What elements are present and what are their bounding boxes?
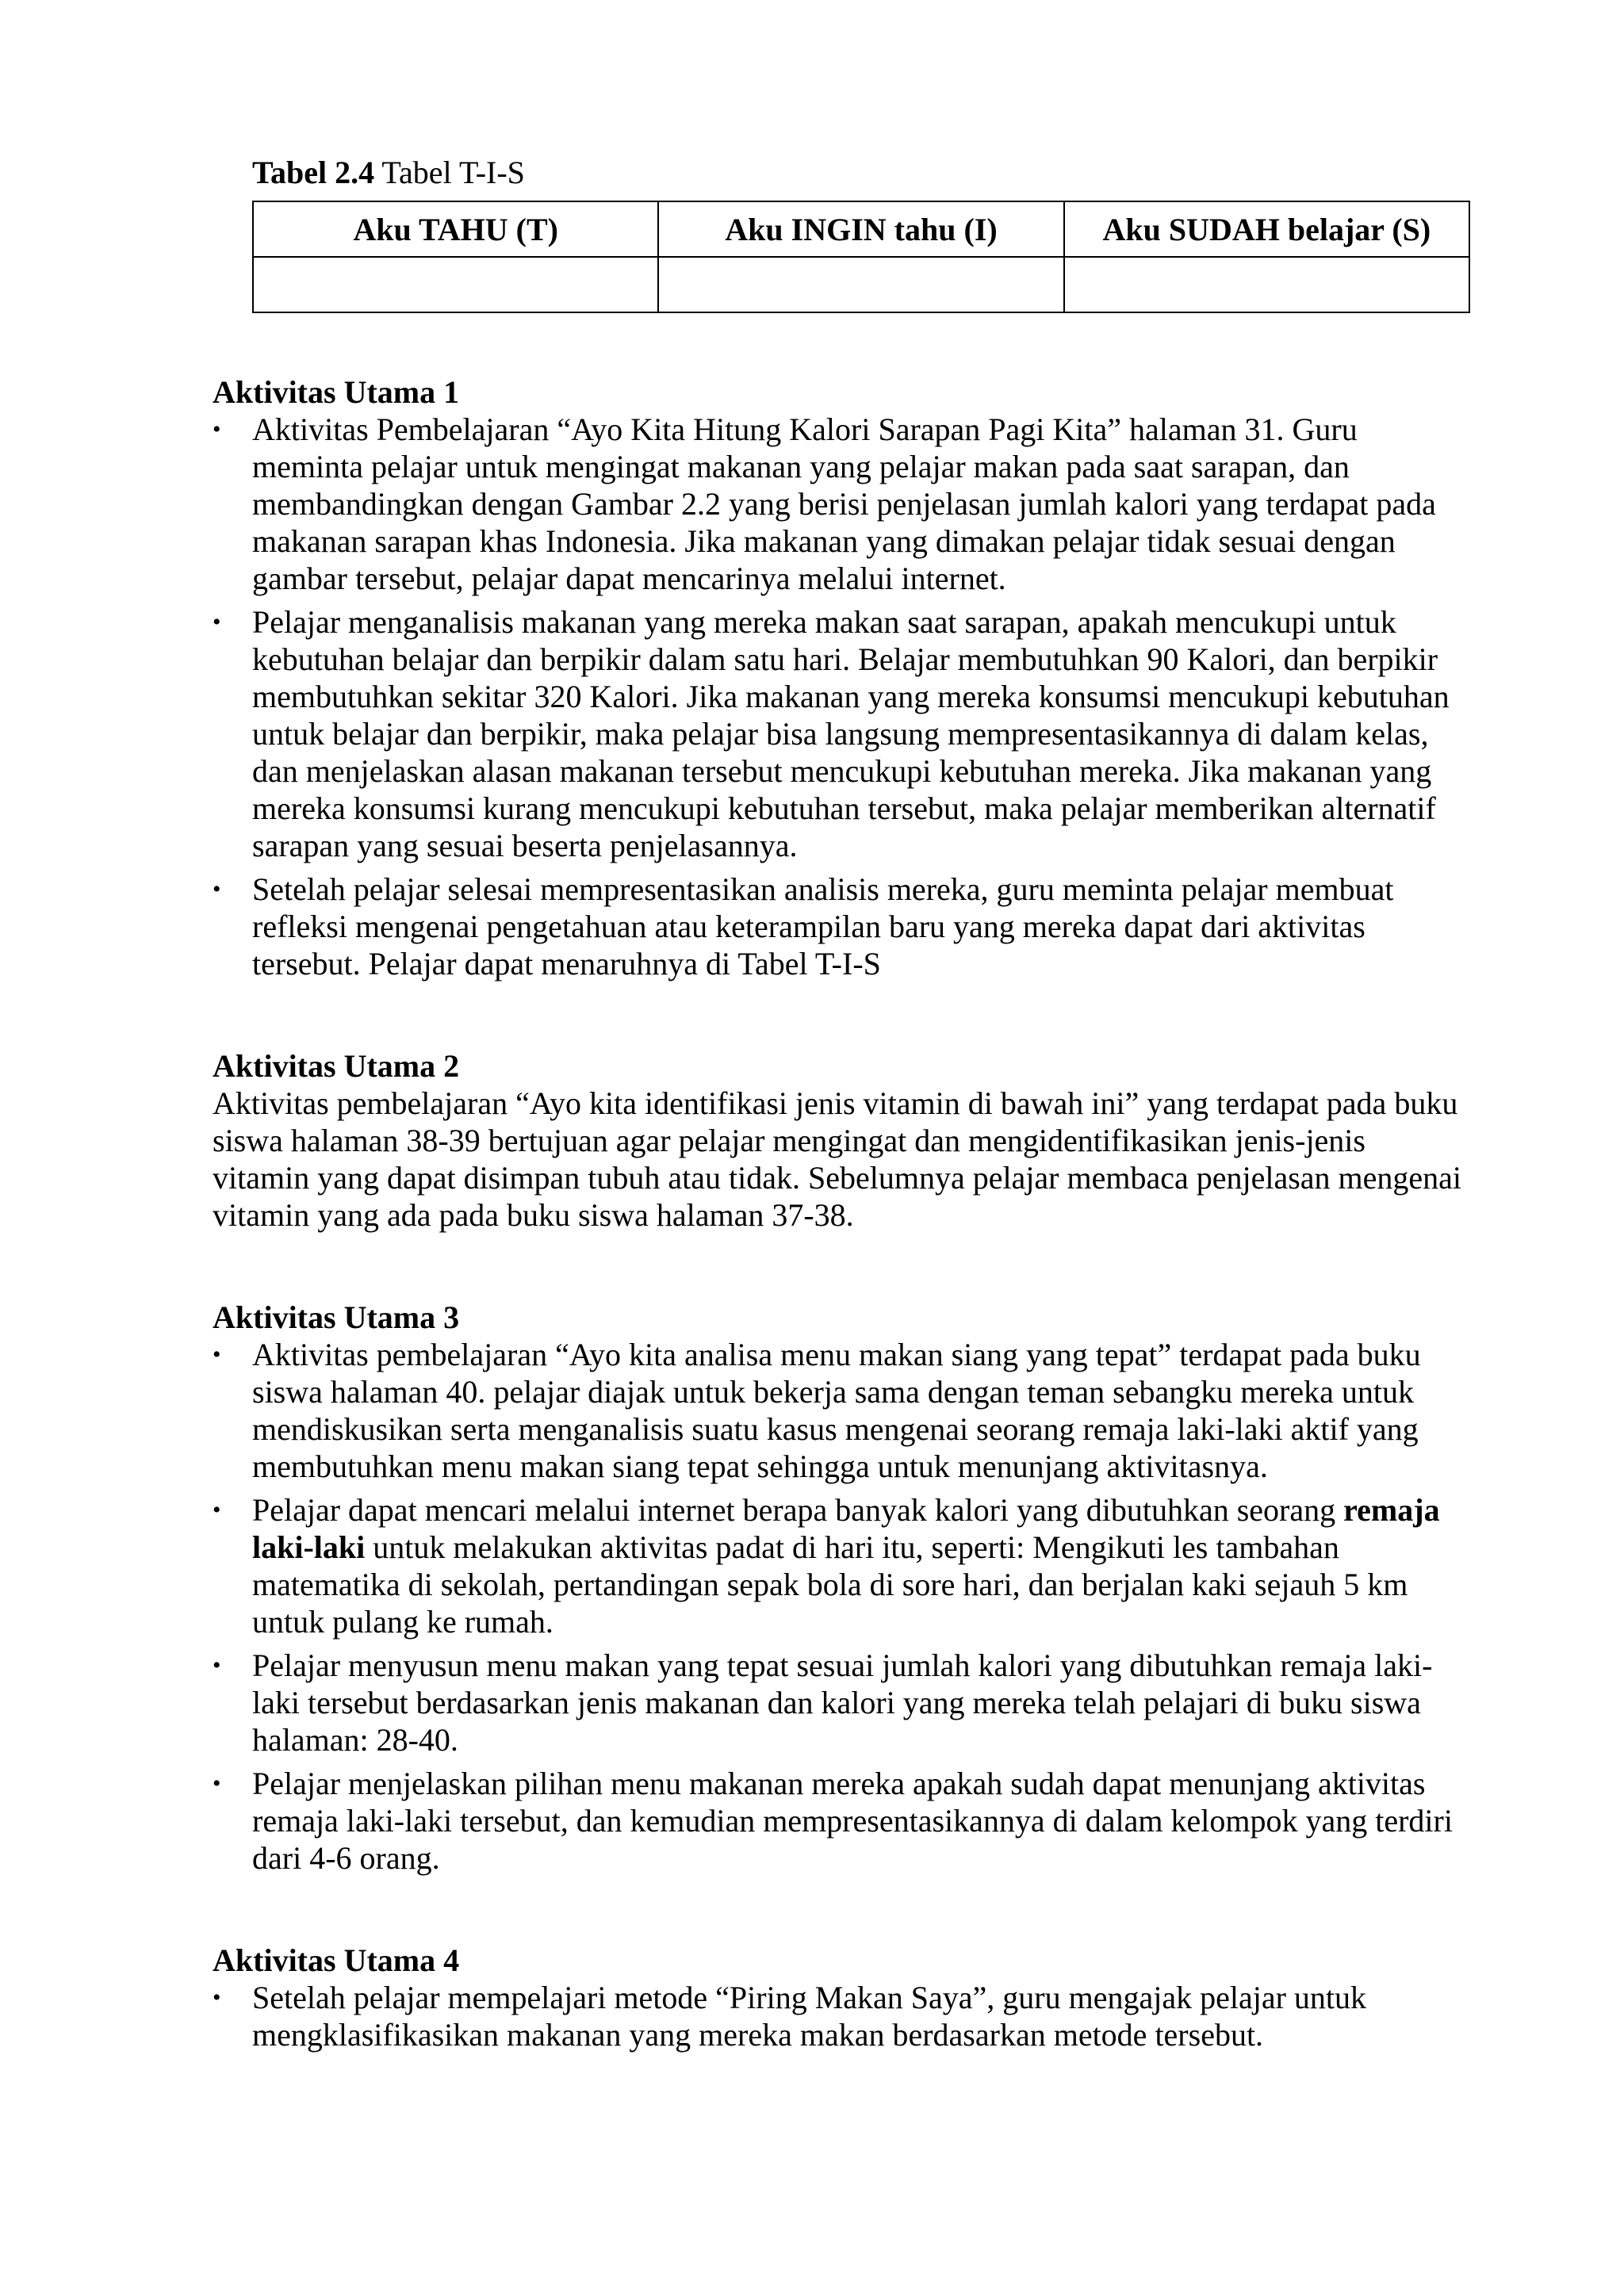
list-item-text-bold: remaja laki-laki — [252, 1492, 1440, 1565]
tis-header-ingin: Aku INGIN tahu (I) — [658, 201, 1063, 257]
tis-cell-ingin — [658, 257, 1063, 312]
list-item-text-pre: Pelajar dapat mencari melalui internet berapa banyak kalori yang dibutuhkan seorang — [252, 1492, 1344, 1528]
tis-cell-sudah — [1064, 257, 1469, 312]
bullet-list-3 — [213, 1336, 1469, 1877]
list-item-text: Pelajar menyusun menu makan yang tepat sesuai jumlah kalori yang dibutuhkan remaja laki-laki tersebut berdasarkan jenis makanan dan kalori yang mereka telah pelajari di buku siswa halaman: 28-40. — [252, 1647, 1433, 1758]
tis-table — [252, 201, 1470, 313]
section-aktivitas-utama-3 — [213, 1299, 1469, 1877]
list-item-text: Setelah pelajar mempelajari metode “Piring Makan Saya”, guru mengajak pelajar untuk mengklasifikasikan makanan yang mereka makan berdasarkan metode tersebut. — [252, 1980, 1367, 2053]
list-item-text: Pelajar menjelaskan pilihan menu makanan mereka apakah sudah dapat menunjang aktivitas remaja laki-laki tersebut, dan kemudian mempresentasikannya di dalam kelompok yang terdiri dari 4-6 orang. — [252, 1766, 1453, 1876]
section-title-2: Aktivitas Utama 2 — [213, 1048, 460, 1084]
list-item-text: Aktivitas pembelajaran “Ayo kita analisa menu makan siang yang tepat” terdapat pada buku siswa halaman 40. pelajar diajak untuk bekerja sama dengan teman sebangku mereka untuk mendiskusikan serta menganalisis suatu kasus mengenai seorang remaja laki-laki aktif yang membutuhkan menu makan siang tepat sehingga untuk menunjang aktivitasnya. — [252, 1337, 1421, 1484]
list-item — [213, 1979, 1469, 2053]
list-item-text: Setelah pelajar selesai mempresentasikan analisis mereka, guru meminta pelajar membuat refleksi mengenai pengetahuan atau keterampilan baru yang mereka dapat dari aktivitas tersebut. Pelajar dapat menaruhnya di Tabel T-I-S — [252, 871, 1394, 982]
bullet-icon: • — [213, 876, 221, 902]
table-caption-number: Tabel 2.4 — [252, 155, 375, 190]
section-title-1: Aktivitas Utama 1 — [213, 374, 460, 410]
tis-header-tahu: Aku TAHU (T) — [253, 201, 658, 257]
list-item — [213, 1765, 1469, 1877]
list-item — [213, 603, 1469, 864]
bullet-icon: • — [213, 1497, 221, 1523]
section-title-4: Aktivitas Utama 4 — [213, 1942, 460, 1978]
tis-cell-tahu — [253, 257, 658, 312]
list-item-text: Pelajar menganalisis makanan yang mereka makan saat sarapan, apakah mencukupi untuk kebutuhan belajar dan berpikir dalam satu hari. Belajar membutuhkan 90 Kalori, dan berpikir membutuhkan sekitar 320 Kalori. Jika makanan yang mereka konsumsi mencukupi kebutuhan untuk belajar dan berpikir, maka pelajar bisa langsung mempresentasikannya di dalam kelas, dan menjelaskan alasan makanan tersebut mencukupi kebutuhan mereka. Jika makanan yang mereka konsumsi kurang mencukupi kebutuhan tersebut, maka pelajar memberikan alternatif sarapan yang sesuai beserta penjelasannya. — [252, 604, 1450, 863]
document-page — [213, 154, 1469, 2053]
list-item-text-post: untuk melakukan aktivitas padat di hari itu, seperti: Mengikuti les tambahan matematika di sekolah, pertandingan sepak bola di sore hari, dan berjalan kaki sejauh 5 km untuk pulang ke rumah. — [252, 1529, 1408, 1640]
table-caption — [252, 154, 1469, 191]
bullet-icon: • — [213, 1984, 221, 2011]
table-caption-title: Tabel T-I-S — [374, 155, 525, 190]
section-title-3: Aktivitas Utama 3 — [213, 1299, 460, 1335]
section-aktivitas-utama-1 — [213, 373, 1469, 982]
section-aktivitas-utama-4 — [213, 1942, 1469, 2053]
list-item — [213, 1647, 1469, 1758]
bullet-list-4 — [213, 1979, 1469, 2053]
list-item — [213, 871, 1469, 982]
list-item — [213, 1336, 1469, 1485]
bullet-list-1 — [213, 411, 1469, 982]
list-item-text: Aktivitas Pembelajaran “Ayo Kita Hitung Kalori Sarapan Pagi Kita” halaman 31. Guru meminta pelajar untuk mengingat makanan yang pelajar makan pada saat sarapan, dan membandingkan dengan Gambar 2.2 yang berisi penjelasan jumlah kalori yang terdapat pada makanan sarapan khas Indonesia. Jika makanan yang dimakan pelajar tidak sesuai dengan gambar tersebut, pelajar dapat mencarinya melalui internet. — [252, 411, 1436, 596]
bullet-icon: • — [213, 1341, 221, 1368]
bullet-icon: • — [213, 1652, 221, 1678]
section-aktivitas-utama-2 — [213, 1047, 1469, 1234]
bullet-icon: • — [213, 1770, 221, 1797]
bullet-icon: • — [213, 416, 221, 442]
section-paragraph-2: Aktivitas pembelajaran “Ayo kita identifikasi jenis vitamin di bawah ini” yang terdapat pada buku siswa halaman 38-39 bertujuan agar pelajar mengingat dan mengidentifikasikan jenis-jenis vitamin yang dapat disimpan tubuh atau tidak. Sebelumnya pelajar membaca penjelasan mengenai vitamin yang ada pada buku siswa halaman 37-38. — [213, 1085, 1462, 1233]
tis-header-sudah: Aku SUDAH belajar (S) — [1064, 201, 1469, 257]
list-item — [213, 411, 1469, 597]
bullet-icon: • — [213, 609, 221, 635]
list-item — [213, 1491, 1469, 1640]
tis-table-empty-row — [253, 257, 1469, 312]
tis-table-header-row — [253, 201, 1469, 257]
